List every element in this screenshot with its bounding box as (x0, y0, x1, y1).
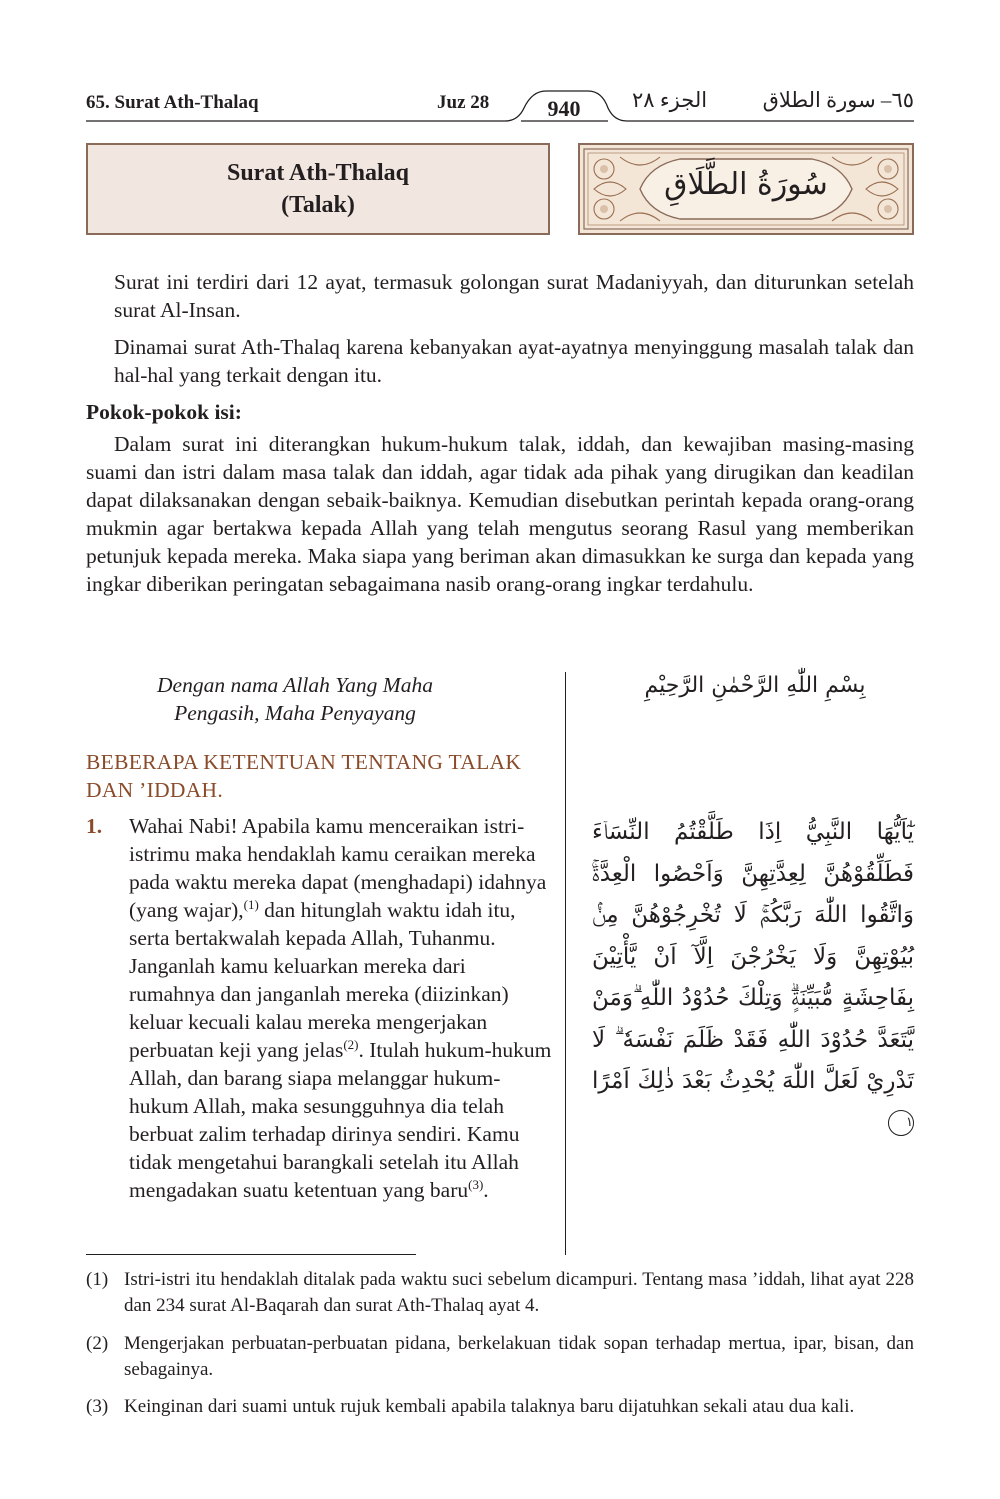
surah-title-box (86, 143, 550, 235)
verse-arabic: يٰٓاَيُّهَا النَّبِيُّ اِذَا طَلَّقْتُمُ النِّسَاۤءَ فَطَلِّقُوْهُنَّ لِعِدَّتِهِنَّ وَاَحْصُوا الْعِدَّةَۚ وَاتَّقُوا اللّٰهَ رَبَّكُمْۚ لَا تُخْرِجُوْهُنَّ مِنْۢ بُيُوْتِهِنَّ وَلَا يَخْرُجْنَ اِلَّآ اَنْ يَّأْتِيْنَ بِفَاحِشَةٍ مُّبَيِّنَةٍۗ وَتِلْكَ حُدُوْدُ اللّٰهِ ۗوَمَنْ يَّتَعَدَّ حُدُوْدَ اللّٰهِ فَقَدْ ظَلَمَ نَفْسَهٗ ۗ لَا تَدْرِيْ لَعَلَّ اللّٰهَ يُحْدِثُ بَعْدَ ذٰلِكَ اَمْرًا ١ (592, 812, 914, 1144)
footnote-3: (3) Keinginan dari suami untuk rujuk kembali apabila talaknya baru dijatuhkan sekali atau dua kali. (86, 1396, 855, 1417)
intro-paragraph-1: Surat ini terdiri dari 12 ayat, termasuk golongan surat Madaniyyah, dan diturunkan setelah surat Al-Insan. (114, 270, 914, 322)
footnote-ref-1[interactable]: (1) (243, 896, 259, 912)
column-divider (565, 672, 566, 1255)
header-surah-arabic: ٦٥– سورة الطلاق (762, 88, 914, 112)
verse-translation: Wahai Nabi! Apabila kamu menceraikan istri-istrimu maka hendaklah kamu ceraikan mereka pada waktu mereka dapat (menghadapi) idahnya (yang wajar),$^{(1)}$ dan hitunglah waktu idah itu, serta bertakwalah kepada Allah, Tuhanmu. Janganlah kamu keluarkan mereka dari rumahnya dan janganlah mereka (diizinkan) keluar kecuali kalau mereka mengerjakan perbuatan keji yang jelas$^{(2)}$. Itulah hukum-hukum Allah, dan barang siapa melanggar hukum-hukum Allah, maka sesungguhnya dia telah berbuat zalim terhadap dirinya sendiri. Kamu tidak mengetahui barangkali setelah itu Allah mengadakan suatu ketentuan yang baru$^{(3)}$. (129, 814, 552, 1202)
intro-paragraph-2: Dinamai surat Ath-Thalaq karena kebanyakan ayat-ayatnya menyinggung masalah talak dan hal-hal yang terkait dengan itu. (114, 335, 914, 387)
footnote-2: (2) Mengerjakan perbuatan-perbuatan pidana, berkelakuan tidak sopan terhadap mertua, ipar, bisan, dan sebagainya. (86, 1333, 914, 1380)
footnote-1: (1) Istri-istri itu hendaklah ditalak pada waktu suci sebelum dicampuri. Tentang masa ’iddah, lihat ayat 228 dan 234 surat Al-Baqarah dan surat Ath-Thalaq ayat 4. (86, 1269, 914, 1316)
surah-arabic-name: سُورَةُ الطَّلَاقِ (664, 167, 828, 202)
footnote-ref-2[interactable]: (2) (343, 1036, 359, 1052)
header-surah-title: 65. Surat Ath-Thalaq (86, 92, 259, 113)
page-number: 940 (547, 96, 581, 121)
pokok-heading: Pokok-pokok isi: (86, 400, 242, 424)
basmalah-translation: Dengan nama Allah Yang Maha Pengasih, Maha Penyayang (157, 673, 433, 725)
basmalah-arabic: بِسْمِ اللّٰهِ الرَّحْمٰنِ الرَّحِيْمِ (644, 673, 866, 698)
surah-calligraphy-box (578, 143, 914, 235)
surah-subtitle: (Talak) (281, 192, 355, 218)
verse-number: 1. (86, 814, 103, 838)
footnote-ref-3[interactable]: (3) (468, 1176, 484, 1192)
footnote-rule (86, 1254, 416, 1255)
ayah-end-marker-icon: ١ (888, 1110, 914, 1136)
header-juz: Juz 28 (437, 92, 490, 113)
header-rule (0, 0, 1000, 140)
section-title: BEBERAPA KETENTUAN TENTANG TALAK DAN ’IDDAH. (86, 750, 522, 802)
header-juz-arabic: الجزء ٢٨ (632, 88, 708, 112)
pokok-body: Dalam surat ini diterangkan hukum-hukum talak, iddah, dan kewajiban masing-masing suami dan istri dalam masa talak dan iddah, agar tidak ada pihak yang dirugikan dan keadilan dapat dilaksanakan dengan sebaik-baiknya. Kemudian disebutkan perintah kepada orang-orang mukmin agar bertakwa kepada Allah yang telah mengutus seorang Rasul yang memberikan petunjuk kepada mereka. Maka siapa yang beriman akan dimasukkan ke surga dan kepada yang ingkar diberikan peringatan sebagaimana nasib orang-orang ingkar terdahulu. (86, 432, 914, 596)
surah-title: Surat Ath-Thalaq (226, 160, 410, 186)
